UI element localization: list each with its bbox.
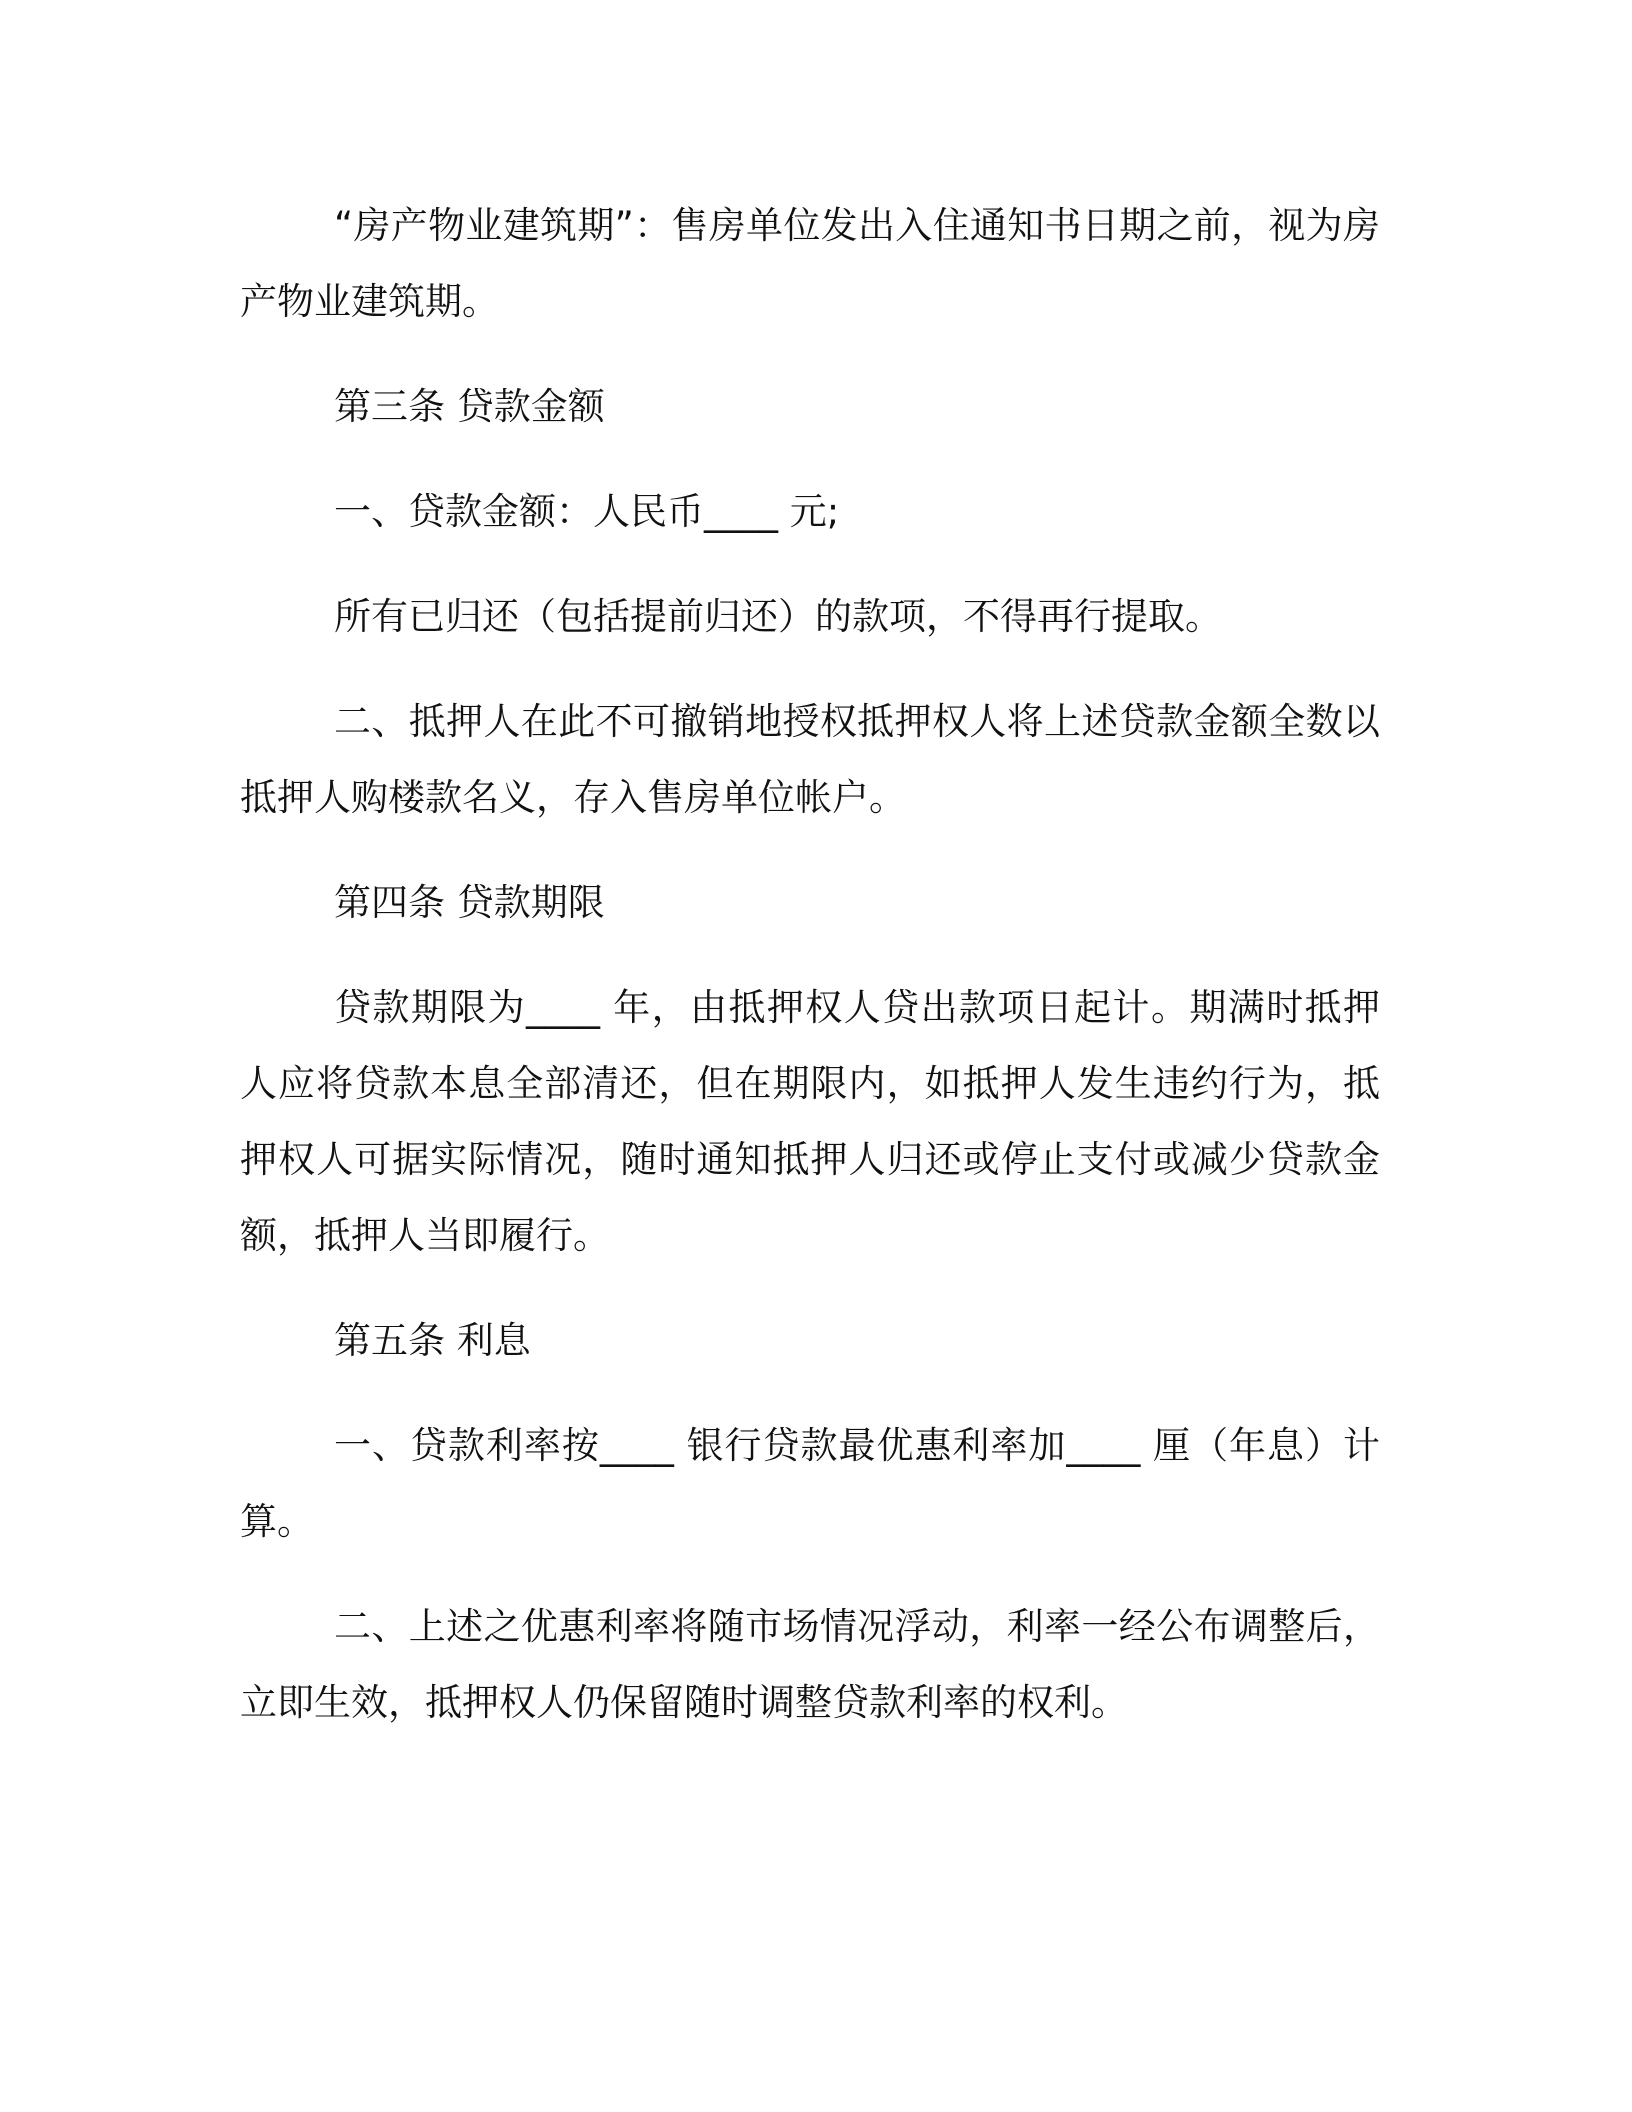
document-body <box>240 188 1380 1741</box>
paragraph-interest-rate: 一、贷款利率按____ 银行贷款最优惠利率加____ 厘（年息）计算。 <box>240 1424 1380 1543</box>
paragraph-repaid-funds: 所有已归还（包括提前归还）的款项，不得再行提取。 <box>334 595 1222 638</box>
heading-article-3-loan-amount: 第三条 贷款金额 <box>334 385 605 428</box>
paragraph-loan-amount: 一、贷款金额：人民币____ 元; <box>334 490 840 533</box>
paragraph-authorization: 二、抵押人在此不可撤销地授权抵押权人将上述贷款金额全数以抵押人购楼款名义，存入售房单位帐户。 <box>240 700 1380 819</box>
heading-article-4-loan-term: 第四条 贷款期限 <box>334 881 605 924</box>
paragraph-building-period-definition: “房产物业建筑期”：售房单位发出入住通知书日期之前，视为房产物业建筑期。 <box>240 204 1380 323</box>
paragraph-loan-term: 贷款期限为____ 年，由抵押权人贷出款项日起计。期满时抵押人应将贷款本息全部清还，但在期限内，如抵押人发生违约行为，抵押权人可据实际情况，随时通知抵押人归还或停止支付或减少贷款金额，抵押人当即履行。 <box>240 986 1380 1257</box>
paragraph-rate-adjustment: 二、上述之优惠利率将随市场情况浮动，利率一经公布调整后，立即生效，抵押权人仍保留随时调整贷款利率的权利。 <box>240 1605 1380 1724</box>
heading-article-5-interest: 第五条 利息 <box>334 1319 531 1362</box>
